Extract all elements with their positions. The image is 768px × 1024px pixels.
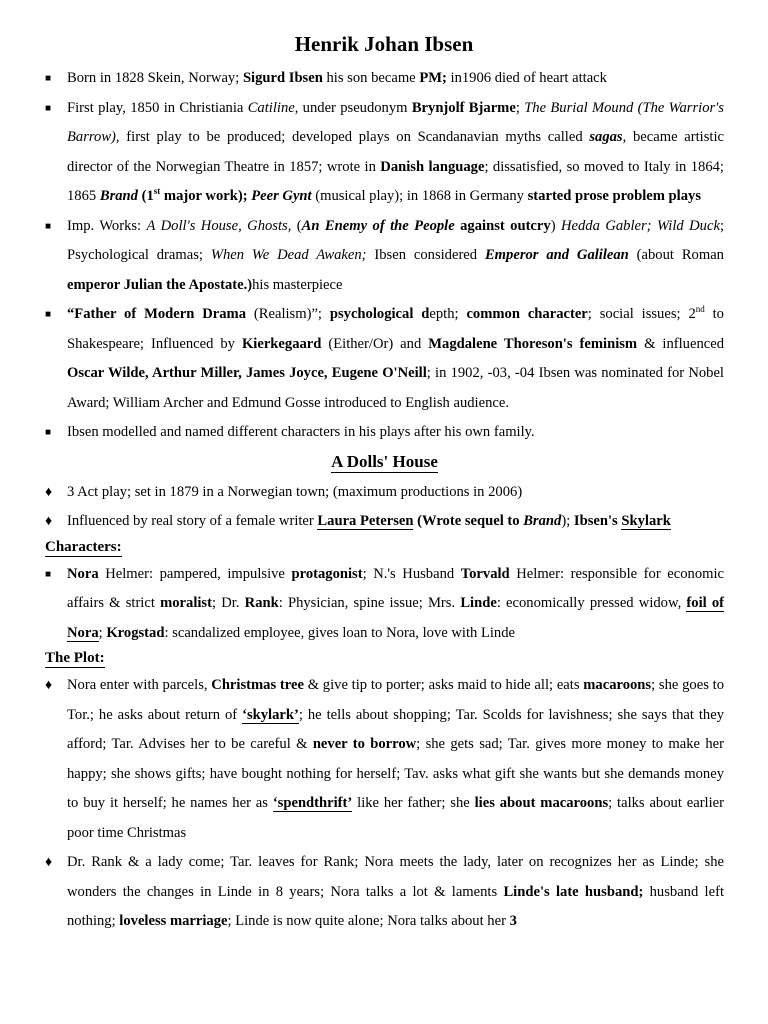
- italic-text: The Burial Mound (The Warrior's Barrow): [67, 99, 724, 145]
- text: (musical play); in 1868 in Germany: [311, 188, 528, 204]
- bold-text: Wrote sequel to: [422, 513, 524, 529]
- bold-italic-text: Peer Gynt: [251, 188, 312, 204]
- bold-text: psychological d: [329, 306, 430, 322]
- superscript: st: [153, 186, 161, 197]
- text: , first play to be produced; developed plays on Scandanavian myths called: [115, 129, 590, 145]
- italic-text: Catiline: [247, 99, 295, 116]
- bold-text: Ibsen's: [573, 513, 622, 529]
- text: his son became: [322, 70, 420, 86]
- square-bullet-icon: ■: [45, 309, 52, 320]
- diamond-bullet-icon: ♦: [45, 678, 53, 693]
- list-item: [45, 478, 724, 508]
- text: Dr. Rank & a lady come; Tar. leaves for Rank; Nora meets the lady, later on recognizes her as Linde; she wonders the changes in Linde in 8 years; Nora talks a lot & laments: [67, 854, 724, 900]
- bold-text: protagonist: [291, 565, 363, 582]
- text: ;: [515, 99, 525, 116]
- list-item: [45, 507, 724, 537]
- list-item: [45, 64, 724, 94]
- underlined-bold-text: ‘skylark’: [242, 706, 299, 723]
- bold-text: macaroons: [583, 677, 652, 693]
- text: (about Roman: [628, 247, 724, 263]
- square-bullet-icon: ■: [45, 568, 52, 580]
- underlined-bold-text: foil of Nora: [67, 595, 725, 641]
- list-item: [45, 848, 724, 937]
- text: ): [550, 217, 561, 234]
- bold-text: Torvald: [460, 565, 510, 582]
- italic-text: A Doll's House, Ghosts,: [146, 217, 292, 234]
- text: Nora enter with parcels,: [67, 677, 212, 693]
- text: Imp. Works:: [67, 217, 147, 234]
- bold-text: Linde's late husband;: [503, 883, 644, 900]
- text: First play, 1850 in Christiania: [67, 99, 248, 116]
- text: ; dissatisfied, so moved to Italy in 1864; 1865: [67, 158, 724, 204]
- bold-text: Brynjolf Bjarme: [411, 99, 516, 116]
- text: Ibsen considered: [366, 247, 485, 263]
- list-item: [45, 300, 724, 418]
- list-item: [45, 94, 724, 212]
- diamond-bullet-icon: ♦: [45, 484, 53, 500]
- bold-text: Sigurd Ibsen: [242, 70, 323, 86]
- bold-text: Krogstad: [106, 624, 165, 641]
- text: to Shakespeare; Influenced by: [67, 306, 724, 352]
- diamond-bullet-icon: ♦: [45, 855, 53, 870]
- bold-text: 3: [509, 913, 517, 929]
- underlined-bold-text: Skylark: [621, 513, 671, 529]
- diamond-bullet-icon: ♦: [45, 514, 53, 529]
- bold-text: Rank: [244, 595, 279, 611]
- subheading-text: Characters:: [45, 538, 122, 555]
- page-title: Henrik Johan Ibsen: [294, 32, 474, 56]
- bold-text: Oscar Wilde, Arthur Miller, James Joyce, Eugene O'Neill: [67, 365, 427, 381]
- text: ;: [98, 624, 107, 641]
- bold-text: lies about macaroons: [474, 795, 609, 811]
- bold-text: (1: [137, 188, 154, 204]
- square-bullet-icon: ■: [45, 73, 52, 84]
- bold-italic-text: Brand: [99, 188, 138, 204]
- text: , became artistic director of the Norwegian Theatre in 1857; wrote in: [67, 129, 724, 175]
- text: ; he tells about shopping; Tar. Scolds for lavishness; she says that they afford; Tar. Advises her to be careful &: [67, 706, 724, 752]
- bold-italic-text: An Enemy of the People: [301, 217, 455, 234]
- bold-text: Linde: [460, 595, 497, 611]
- bold-text: never to borrow: [312, 736, 417, 752]
- text: ; Psychological dramas;: [67, 217, 724, 263]
- bold-text: major work);: [160, 188, 252, 204]
- subheading-plot: [45, 650, 724, 667]
- text: , under pseudonym: [294, 99, 412, 116]
- text: ; N.'s Husband: [362, 565, 461, 582]
- text: ; Dr.: [211, 595, 245, 611]
- text: );: [561, 513, 574, 529]
- text: & give tip to porter; asks maid to hide all; eats: [303, 677, 584, 693]
- bold-text: Danish language: [380, 158, 485, 175]
- text: ; social issues; 2: [587, 306, 696, 322]
- bold-italic-text: Brand: [523, 513, 562, 529]
- text: Ibsen modelled and named different characters in his plays after his own family.: [67, 424, 535, 440]
- bold-text: Magdalene Thoreson's feminism: [428, 335, 638, 352]
- text: his masterpiece: [252, 276, 343, 293]
- text: ; in 1902, -03, -04 Ibsen was nominated for Nobel Award; William Archer and Edmund Gosse introduced to English audience.: [67, 365, 724, 411]
- bold-text: PM;: [419, 70, 447, 86]
- text: in1906 died of heart attack: [446, 70, 607, 86]
- list-item: [45, 212, 724, 301]
- list-item: [45, 560, 724, 649]
- text: : scandalized employee, gives loan to Nora, love with Linde: [164, 624, 516, 641]
- text: (: [291, 217, 302, 234]
- bold-text: against outcry: [454, 217, 551, 234]
- subheading-text: The Plot:: [45, 650, 105, 666]
- document-body: [45, 64, 724, 937]
- text: ; she gets sad; Tar. gives more money to make her happy; she shows gifts; have bought nothing for herself; Tav. asks what gift she wants but she demands money to buy it herself; he names her as: [67, 736, 724, 811]
- text: like her father; she: [352, 795, 475, 811]
- square-bullet-icon: ■: [45, 102, 52, 114]
- underlined-bold-text: ‘spendthrift’: [272, 795, 353, 811]
- bold-text: Christmas tree: [211, 677, 304, 693]
- superscript: nd: [695, 304, 705, 315]
- section-heading: [45, 452, 724, 472]
- text: 3 Act play; set in 1879 in a Norwegian town; (maximum productions in 2006): [67, 483, 523, 500]
- text: epth;: [429, 306, 467, 322]
- bold-text: started prose problem plays: [527, 188, 701, 204]
- subheading-characters: [45, 539, 724, 556]
- square-bullet-icon: ■: [45, 220, 52, 232]
- heading-text: A Dolls' House: [331, 451, 438, 471]
- text: : economically pressed widow,: [496, 595, 687, 611]
- text: Influenced by real story of a female writer: [67, 513, 318, 529]
- bold-text: emperor Julian the Apostate.): [67, 276, 253, 293]
- text: Helmer: pampered, impulsive: [98, 565, 292, 582]
- square-bullet-icon: ■: [45, 427, 52, 438]
- bold-italic-text: sagas: [589, 129, 623, 145]
- bold-italic-text: Emperor and Galilean: [484, 247, 629, 263]
- italic-text: Hedda Gabler; Wild Duck: [560, 217, 720, 234]
- text: ; Linde is now quite alone; Nora talks about her: [227, 913, 510, 929]
- text: Helmer: responsible for economic affairs & strict: [67, 565, 724, 611]
- text: ; talks about earlier poor time Christmas: [67, 795, 724, 841]
- italic-text: When We Dead Awaken;: [210, 247, 367, 263]
- underlined-bold-text: Laura Petersen: [317, 513, 414, 529]
- list-item: [45, 418, 724, 448]
- text: & influenced: [637, 335, 724, 352]
- text: : Physician, spine issue; Mrs.: [278, 595, 461, 611]
- text: ; she goes to Tor.; he asks about return of: [67, 677, 724, 723]
- bold-text: Kierkegaard: [241, 335, 322, 352]
- bold-text: (: [413, 513, 422, 529]
- text: (Realism)”;: [246, 306, 330, 322]
- bold-text: moralist: [160, 595, 212, 611]
- bold-text: common character: [466, 306, 588, 322]
- text: (Either/Or) and: [321, 335, 429, 352]
- bold-text: “Father of Modern Drama: [67, 306, 247, 322]
- bold-text: Nora: [67, 565, 99, 582]
- bold-text: loveless marriage: [119, 913, 228, 929]
- list-item: [45, 671, 724, 848]
- text: Born in 1828 Skein, Norway;: [67, 70, 243, 86]
- text: husband left nothing;: [67, 883, 725, 929]
